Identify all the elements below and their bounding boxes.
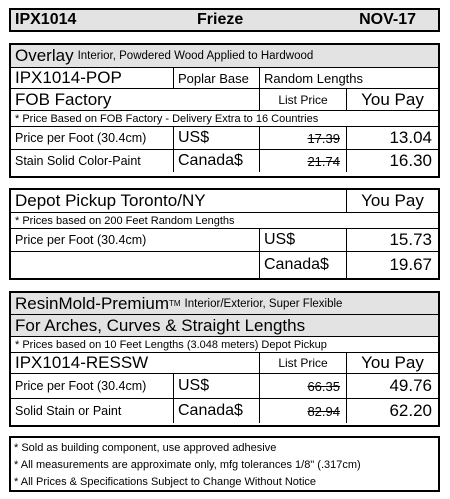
row-list-price: 82.94 — [260, 399, 347, 423]
resin-list-price-header: List Price — [260, 353, 347, 373]
row-you-pay: 13.04 — [389, 128, 432, 147]
product-name: Frieze — [197, 11, 244, 28]
table-row — [11, 374, 438, 399]
row-label: Price per Foot (30.4cm) — [11, 229, 260, 251]
depot-you-pay-header: You Pay — [361, 191, 424, 210]
footer-notes — [9, 436, 440, 492]
footer-note: * Sold as building component, use approved adhesive — [14, 442, 277, 454]
table-row — [11, 150, 438, 172]
product-code: IPX1014 — [15, 11, 77, 28]
row-label: Solid Stain or Paint — [11, 399, 174, 423]
resin-headline: For Arches, Curves & Straight Lengths — [15, 315, 306, 335]
resin-you-pay-header: You Pay — [361, 353, 424, 372]
header-box — [9, 8, 440, 32]
row-you-pay: 49.76 — [389, 376, 432, 395]
row-you-pay: 16.30 — [389, 151, 432, 170]
overlay-title-cell — [11, 45, 438, 67]
row-currency: Canada$ — [260, 252, 347, 278]
overlay-subtitle: Interior, Powdered Wood Applied to Hardwood — [77, 50, 314, 62]
row-list-price: 21.74 — [260, 150, 347, 172]
overlay-you-pay-header: You Pay — [361, 89, 424, 109]
overlay-sku: IPX1014-POP — [11, 68, 174, 88]
resin-title: ResinMold-Premium — [15, 293, 169, 313]
resin-section — [9, 291, 440, 427]
depot-section — [9, 188, 440, 280]
overlay-base: Poplar Base — [174, 68, 260, 88]
row-label: Stain Solid Color-Paint — [11, 150, 174, 172]
resin-title-cell — [11, 293, 438, 314]
resin-note: * Prices based on 10 Feet Lengths (3.048 meters) Depot Pickup — [15, 338, 327, 351]
overlay-note: * Price Based on FOB Factory - Delivery Extra to 16 Countries — [15, 112, 319, 125]
overlay-fob: FOB Factory — [11, 89, 260, 110]
table-row — [11, 127, 438, 150]
row-label: Price per Foot (30.4cm) — [11, 374, 174, 398]
table-row — [11, 252, 438, 278]
depot-title: Depot Pickup Toronto/NY — [11, 190, 347, 212]
row-list-price: 66.35 — [260, 374, 347, 398]
row-currency: US$ — [260, 229, 347, 251]
row-you-pay: 15.73 — [389, 230, 432, 249]
overlay-title: Overlay — [15, 46, 74, 65]
resin-subtitle: Interior/Exterior, Super Flexible — [184, 297, 343, 310]
row-list-price: 17.39 — [260, 127, 347, 149]
row-you-pay: 19.67 — [389, 255, 432, 274]
row-currency: Canada$ — [174, 399, 260, 423]
resin-sku: IPX1014-RESSW — [11, 353, 260, 373]
depot-note: * Prices based on 200 Feet Random Lengths — [15, 214, 235, 227]
row-currency: Canada$ — [174, 150, 260, 172]
overlay-list-price-header: List Price — [260, 89, 347, 110]
row-currency: US$ — [174, 127, 260, 149]
overlay-section — [9, 43, 440, 178]
trademark-mark: TM — [168, 299, 181, 308]
footer-note: * All Prices & Specifications Subject to Change Without Notice — [14, 476, 317, 488]
overlay-lengths: Random Lengths — [264, 70, 364, 86]
footer-note: * All measurements are approximate only, mfg tolerances 1/8" (.317cm) — [14, 459, 361, 471]
row-label: Price per Foot (30.4cm) — [11, 127, 174, 149]
table-row — [11, 229, 438, 252]
table-row — [11, 399, 438, 423]
price-date: NOV-17 — [359, 11, 416, 28]
row-label-empty — [11, 252, 260, 278]
row-you-pay: 62.20 — [389, 401, 432, 420]
row-currency: US$ — [174, 374, 260, 398]
